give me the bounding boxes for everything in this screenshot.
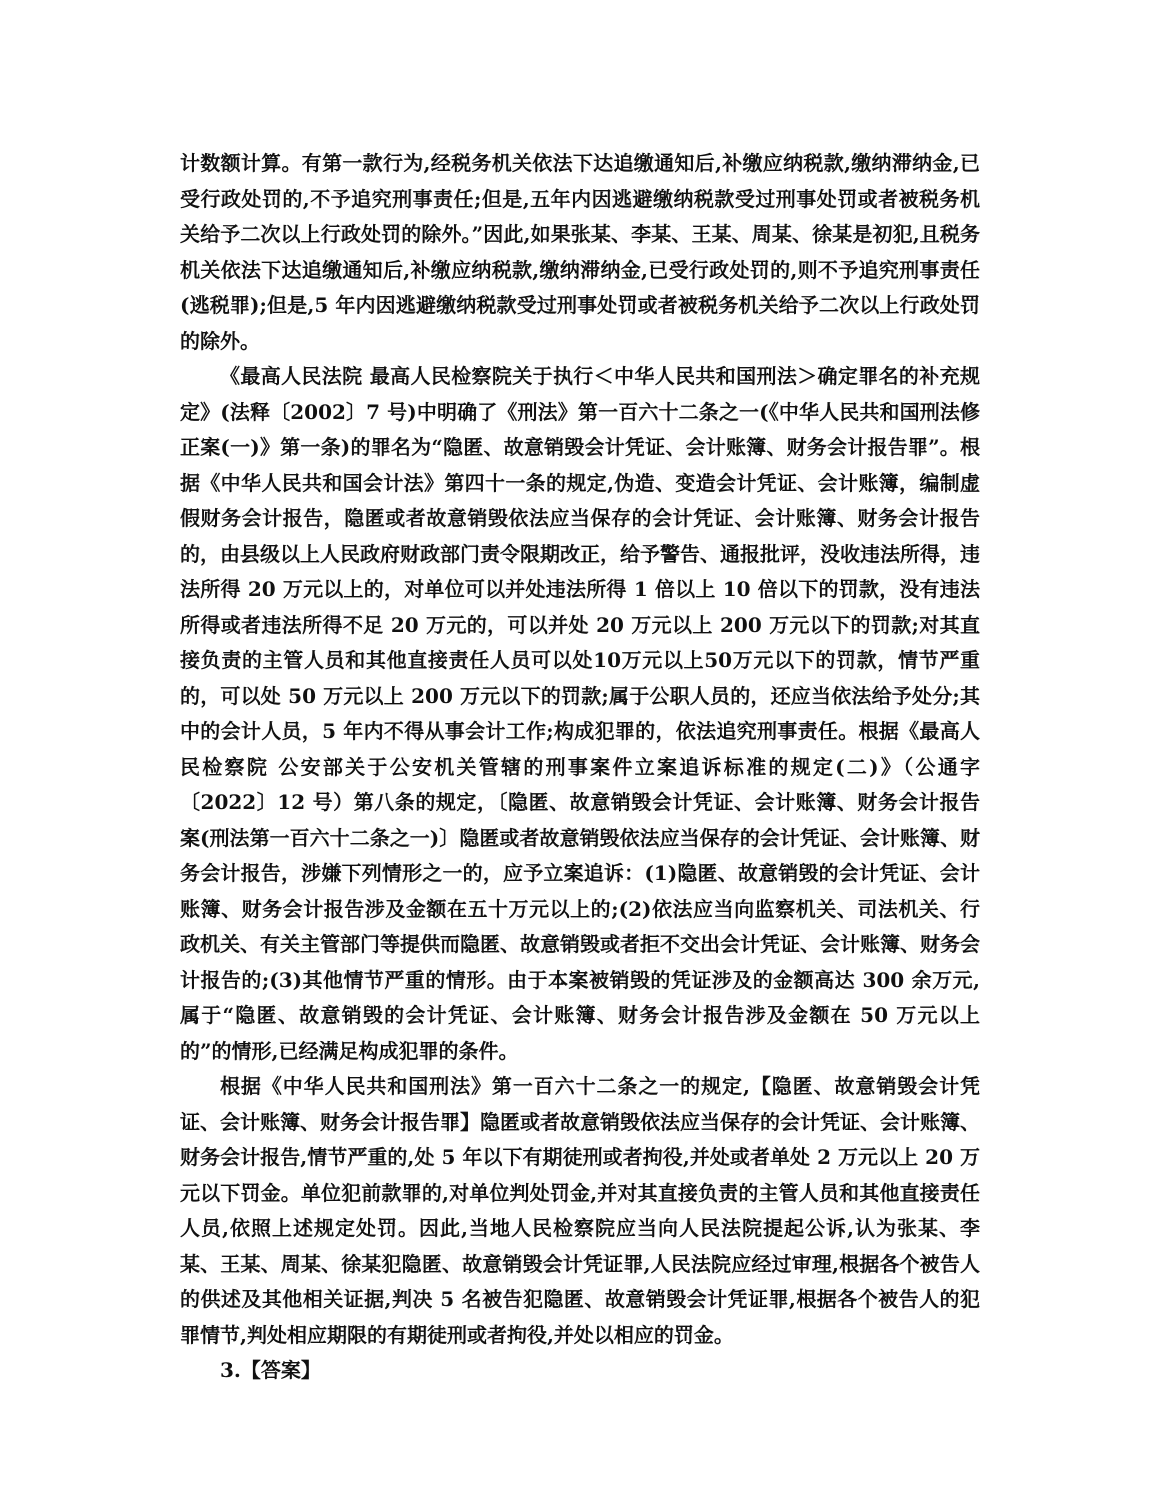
paragraph-criminal-law-judgment: 根据《中华人民共和国刑法》第一百六十二条之一的规定,【隐匿、故意销毁会计凭证、会计账簿、财务会计报告罪】隐匿或者故意销毁依法应当保存的会计凭证、会计账簿、财务会计报告,情节严重的,处 5 年以下有期徒刑或者拘役,并处或者单处 2 万元以上 20 万元以下罚金。单位犯前款罪的,对单位判处罚金,并对其直接负责的主管人员和其他直接责任人员,依照上述规定处罚。因此,当地人民检察院应当向人民法院提起公诉,认为张某、李某、王某、周某、徐某犯隐匿、故意销毁会计凭证罪,人民法院应经过审理,根据各个被告人的供述及其他相关证据,判决 5 名被告犯隐匿、故意销毁会计凭证罪,根据各个被告人的犯罪情节,判处相应期限的有期徒刑或者拘役,并处以相应的罚金。 (180, 1074, 980, 1347)
document-page (180, 146, 980, 1389)
paragraph-tax-evasion-continuation: 计数额计算。有第一款行为,经税务机关依法下达追缴通知后,补缴应纳税款,缴纳滞纳金,已受行政处罚的,不予追究刑事责任;但是,五年内因逃避缴纳税款受过刑事处罚或者被税务机关给予二次以上行政处罚的除外。”因此,如果张某、李某、王某、周某、徐某是初犯,且税务机关依法下达追缴通知后,补缴应纳税款,缴纳滞纳金,已受行政处罚的,则不予追究刑事责任(逃税罪);但是,5 年内因逃避缴纳税款受过刑事处罚或者被税务机关给予二次以上行政处罚的除外。 (180, 151, 980, 353)
answer-heading: 3.【答案】 (220, 1358, 321, 1382)
paragraph-accounting-law: 《最高人民法院 最高人民检察院关于执行＜中华人民共和国刑法＞确定罪名的补充规定》(法释〔2002〕7 号)中明确了《刑法》第一百六十二条之一(《中华人民共和国刑法修正案(一)》第一条)的罪名为“隐匿、故意销毁会计凭证、会计账簿、财务会计报告罪”。根据《中华人民共和国会计法》第四十一条的规定,伪造、变造会计凭证、会计账簿，编制虚假财务会计报告，隐匿或者故意销毁依法应当保存的会计凭证、会计账簿、财务会计报告的，由县级以上人民政府财政部门责令限期改正，给予警告、通报批评，没收违法所得，违法所得 20 万元以上的，对单位可以并处违法所得 1 倍以上 10 倍以下的罚款，没有违法所得或者违法所得不足 20 万元的，可以并处 20 万元以上 200 万元以下的罚款;对其直接负责的主管人员和其他直接责任人员可以处10万元以上50万元以下的罚款，情节严重的，可以处 50 万元以上 200 万元以下的罚款;属于公职人员的，还应当依法给予处分;其中的会计人员，5 年内不得从事会计工作;构成犯罪的，依法追究刑事责任。根据《最高人民检察院 公安部关于公安机关管辖的刑事案件立案追诉标准的规定(二)》（公通字〔2022〕12 号）第八条的规定，〔隐匿、故意销毁会计凭证、会计账簿、财务会计报告案(刑法第一百六十二条之一)〕隐匿或者故意销毁依法应当保存的会计凭证、会计账簿、财务会计报告，涉嫌下列情形之一的，应予立案追诉：(1)隐匿、故意销毁的会计凭证、会计账簿、财务会计报告涉及金额在五十万元以上的;(2)依法应当向监察机关、司法机关、行政机关、有关主管部门等提供而隐匿、故意销毁或者拒不交出会计凭证、会计账簿、财务会计报告的;(3)其他情节严重的情形。由于本案被销毁的凭证涉及的金额高达 300 余万元,属于“隐匿、故意销毁的会计凭证、会计账簿、财务会计报告涉及金额在 50 万元以上的”的情形,已经满足构成犯罪的条件。 (180, 364, 980, 1063)
